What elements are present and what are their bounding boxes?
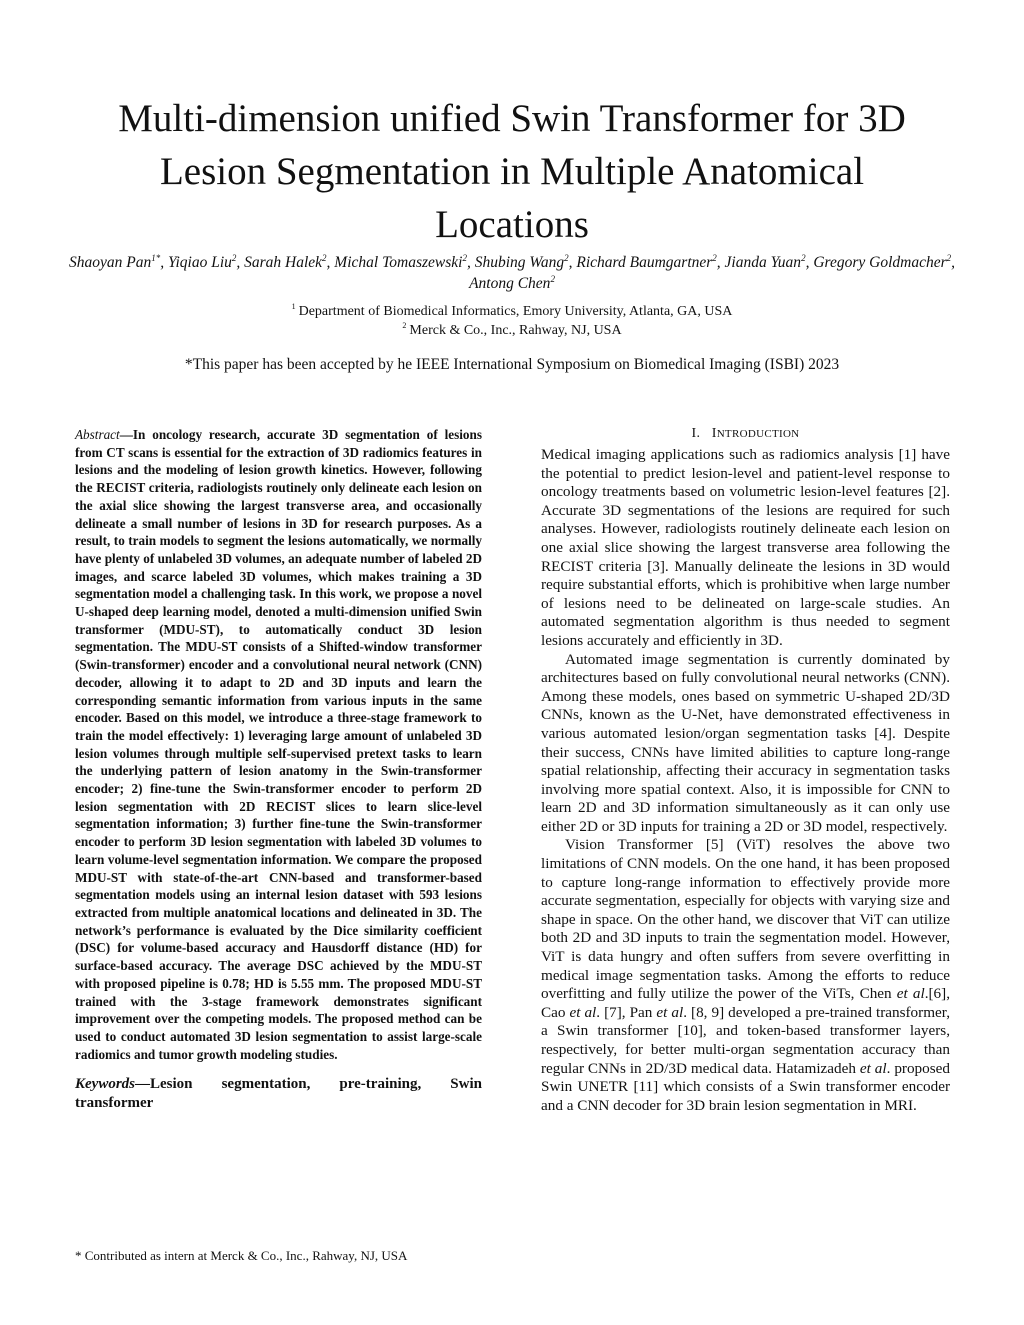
author-affiliation-mark: 2 [801, 252, 806, 263]
footnote [75, 1248, 407, 1264]
author-name: Shubing Wang [474, 254, 565, 271]
footnote-mark: * [75, 1248, 82, 1263]
author-name: Shaoyan Pan [69, 254, 152, 271]
author-affiliation-mark: 2 [231, 252, 237, 263]
author-affiliation-mark: 2 [550, 273, 555, 284]
author-name: Jianda Yuan [724, 254, 802, 271]
keywords [75, 1075, 482, 1113]
affiliations [60, 302, 964, 340]
title-line-3: Locations [435, 203, 589, 246]
title-line-2: Lesion Segmentation in Multiple Anatomical [159, 150, 865, 193]
author-name: Gregory Goldmacher [813, 254, 947, 271]
abstract [75, 426, 482, 1063]
abstract-text: —In oncology research, accurate 3D segmentation of lesions from CT scans is essential for the extraction of 3D radiomics features in lesions and the modeling of lesion growth kinetics. However, following the RECIST criteria, radiologists routinely only delineate each lesion on the axial slice showing the largest transverse area, and occasionally delineate a small number of lesions in 3D for research purposes. As a result, to train models to segment the lesions automatically, we normally have plenty of unlabeled 3D volumes, an adequate number of labeled 2D images, and scarce labeled 3D volumes, which makes training a 3D segmentation model a challenging task. In this work, we propose a novel U-shaped deep learning model, denoted a multi-dimension unified Swin transformer (MDU-ST), to automatically conduct 3D lesion segmentation. The MDU-ST consists of a Shifted-window transformer (Swin-transformer) encoder and a convolutional neural network (CNN) decoder, allowing it to adapt to 2D and 3D inputs and learn the corresponding semantic information from various inputs in the same encoder. Based on this model, we introduce a three-stage framework to train the model effectively: 1) leveraging large amount of unlabeled 3D lesion volumes through multiple self-supervised pretext tasks to learn the underlying pattern of lesion anatomy in the Swin-transformer encoder; 2) fine-tune the Swin-transformer encoder to perform 2D lesion segmentation with 2D RECIST slices to learn slice-level segmentation information; 3) further fine-tune the Swin-transformer encoder to perform 3D lesion segmentation with labeled 3D volumes to learn volume-level segmentation information. We compare the proposed MDU-ST with state-of-the-art CNN-based and transformer-based segmentation models using an internal lesion dataset with 593 lesions extracted from multiple anatomical locations and delineated in 3D. The network’s performance is evaluated by the Dice similarity coefficient (DSC) for volume-based accuracy and Hausdorff distance (HD) for surface-based accuracy. The average DSC achieved by the MDU-ST with proposed pipeline is 0.78; HD is 5.55 mm. The proposed MDU-ST trained with the 3-stage framework demonstrates significant improvement over the competing models. The proposed method can be used to conduct automated 3D lesion segmentation to assist large-scale radiomics and tumor growth modeling studies. [75, 427, 482, 1062]
affiliation-1: $^1$ Department of Biomedical Informatics, Emory University, Atlanta, GA, USA [291, 302, 733, 319]
author-affiliation-mark: 2 [946, 252, 952, 263]
intro-paragraph-3: Vision Transformer [5] (ViT) resolves the above two limitations of CNN models. On the one hand, it has been proposed to capture long-range information to effectively provide more accurate segmentation, especially for objects with varying size and shape in space. On the other hand, we discover that ViT can utilize both 2D and 3D inputs to train the segmentation model. However, ViT is data hungry and often suffers from severe overfitting in medical image segmentation tasks. Among the efforts to reduce overfitting and fully utilize the power of the ViTs, Chen et al.[6], Cao et al. [7], Pan et al. [8, 9] developed a pre-trained transformer, a Swin transformer [10], and token-based transformer layers, respectively, for better multi-organ segmentation accuracy than regular CNNs in 2D/3D medical data. Hatamizadeh et al. proposed Swin UNETR [11] which consists of a Swin transformer encoder and a CNN decoder for 3D brain lesion segmentation in MRI. [541, 836, 951, 1114]
author-name: Yiqiao Liu [167, 254, 232, 271]
author-affiliation-mark: 2 [462, 252, 467, 263]
keywords-text: —Lesion segmentation, pre-training, Swin transformer [75, 1076, 482, 1112]
author-affiliation-mark: 2 [712, 252, 717, 263]
right-column [541, 426, 950, 1115]
acceptance-note: *This paper has been accepted by he IEEE International Symposium on Biomedical Imaging (ISBI) 2023 [184, 356, 840, 373]
author-list: Shaoyan Pan$^{1*}$, Yiqiao Liu$^2$, Sarah Halek$^2$, Michal Tomaszewski$^2$, Shubing Wang$^2$, Richard Baumgartner$^2$, Jianda Yuan$^2$, Gregory Goldmacher$^2$, Antong Chen$^2$ [69, 252, 955, 292]
title-line-1: Multi-dimension unified Swin Transformer for 3D [118, 97, 906, 140]
author-name: Antong Chen [469, 275, 551, 292]
left-column [75, 426, 482, 1128]
author-name: Sarah Halek [244, 254, 323, 271]
abstract-label: Abstract [75, 427, 120, 442]
author-affiliation-mark: 1* [151, 252, 161, 263]
author-affiliation-mark: 2 [322, 252, 327, 263]
section-heading-introduction: I. INTRODUCTION [691, 426, 800, 441]
author-name: Michal Tomaszewski [334, 254, 463, 271]
intro-paragraph-2: Automated image segmentation is currently dominated by architectures based on fully convolutional neural networks (CNN). Among these models, ones based on symmetric U-shaped 2D/3D CNNs, known as the U-Net, have demonstrated effectiveness in various automated lesion/organ segmentation tasks [4]. Despite their success, CNNs have limited abilities to capture long-range spatial relationship, affecting their accuracy in segmentation tasks involving more spatial context. Also, it is impossible for CNN to learn 2D and 3D information simultaneously as it can only use either 2D or 3D inputs for training a 2D or 3D model, respectively. [541, 650, 950, 835]
footnote-text: Contributed as intern at Merck & Co., Inc., Rahway, NJ, USA [81, 1248, 408, 1263]
author-affiliation-mark: 2 [564, 252, 569, 263]
intro-paragraph-1: Medical imaging applications such as radiomics analysis [1] have the potential to predict lesion-level and patient-level response to oncology treatments based on volumetric lesion-level features [2]. Accurate 3D segmentations of the lesions are required for such analyses. However, radiologists routinely delineate each lesion on one axial slice showing the largest transverse area following the RECIST criteria [3]. Manually delineate the lesions in 3D would require substantial efforts, which is prohibitive when large number of lesions need to be delineated on large-scale studies. An automated segmentation algorithm is thus needed to segment lesions accurately and efficiently in 3D. [541, 446, 950, 649]
affiliation-2: $^2$ Merck & Co., Inc., Rahway, NJ, USA [402, 321, 622, 338]
author-name: Richard Baumgartner [576, 254, 713, 271]
paper-title [60, 92, 964, 251]
keywords-label: Keywords [75, 1076, 135, 1093]
